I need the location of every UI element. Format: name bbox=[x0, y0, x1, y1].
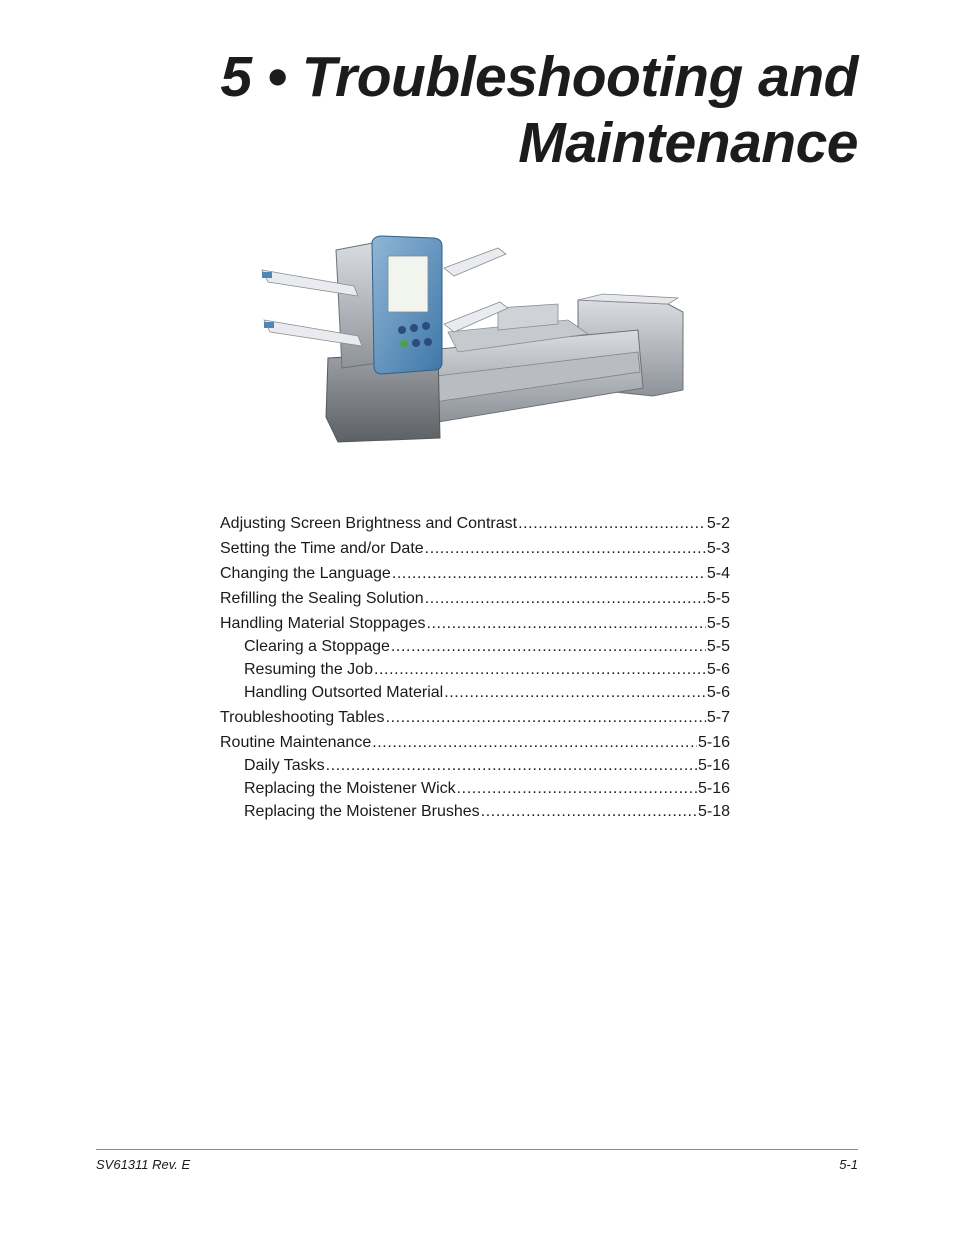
toc-entry[interactable]: Setting the Time and/or Date ..... 5-3 bbox=[220, 533, 730, 558]
chapter-title-line2: Maintenance bbox=[518, 111, 858, 175]
toc-subentry[interactable]: Handling Outsorted Material ..... 5-6 bbox=[220, 679, 730, 702]
inserter-machine-illustration bbox=[258, 212, 688, 446]
chapter-title bbox=[158, 44, 858, 176]
chapter-title-line1: 5 • Troubleshooting and bbox=[220, 45, 858, 109]
toc-entry[interactable]: Handling Material Stoppages ..... 5-5 bbox=[220, 608, 730, 633]
toc-subentry[interactable]: Replacing the Moistener Brushes ..... 5-18 bbox=[220, 798, 730, 821]
toc-subentry[interactable]: Resuming the Job ..... 5-6 bbox=[220, 656, 730, 679]
table-of-contents bbox=[220, 508, 730, 821]
footer-divider bbox=[96, 1149, 858, 1150]
toc-entry[interactable]: Adjusting Screen Brightness and Contrast ..... 5-2 bbox=[220, 508, 730, 533]
toc-entry[interactable]: Routine Maintenance ..... 5-16 bbox=[220, 727, 730, 752]
toc-entry[interactable]: Troubleshooting Tables ..... 5-7 bbox=[220, 702, 730, 727]
toc-subentry[interactable]: Daily Tasks ..... 5-16 bbox=[220, 752, 730, 775]
toc-subentry[interactable]: Clearing a Stoppage ..... 5-5 bbox=[220, 633, 730, 656]
toc-entry[interactable]: Refilling the Sealing Solution ..... 5-5 bbox=[220, 583, 730, 608]
footer-doc-id: SV61311 Rev. E bbox=[96, 1157, 191, 1172]
toc-entry[interactable]: Changing the Language ..... 5-4 bbox=[220, 558, 730, 583]
footer-page-number: 5-1 bbox=[839, 1157, 858, 1172]
toc-subentry[interactable]: Replacing the Moistener Wick ..... 5-16 bbox=[220, 775, 730, 798]
